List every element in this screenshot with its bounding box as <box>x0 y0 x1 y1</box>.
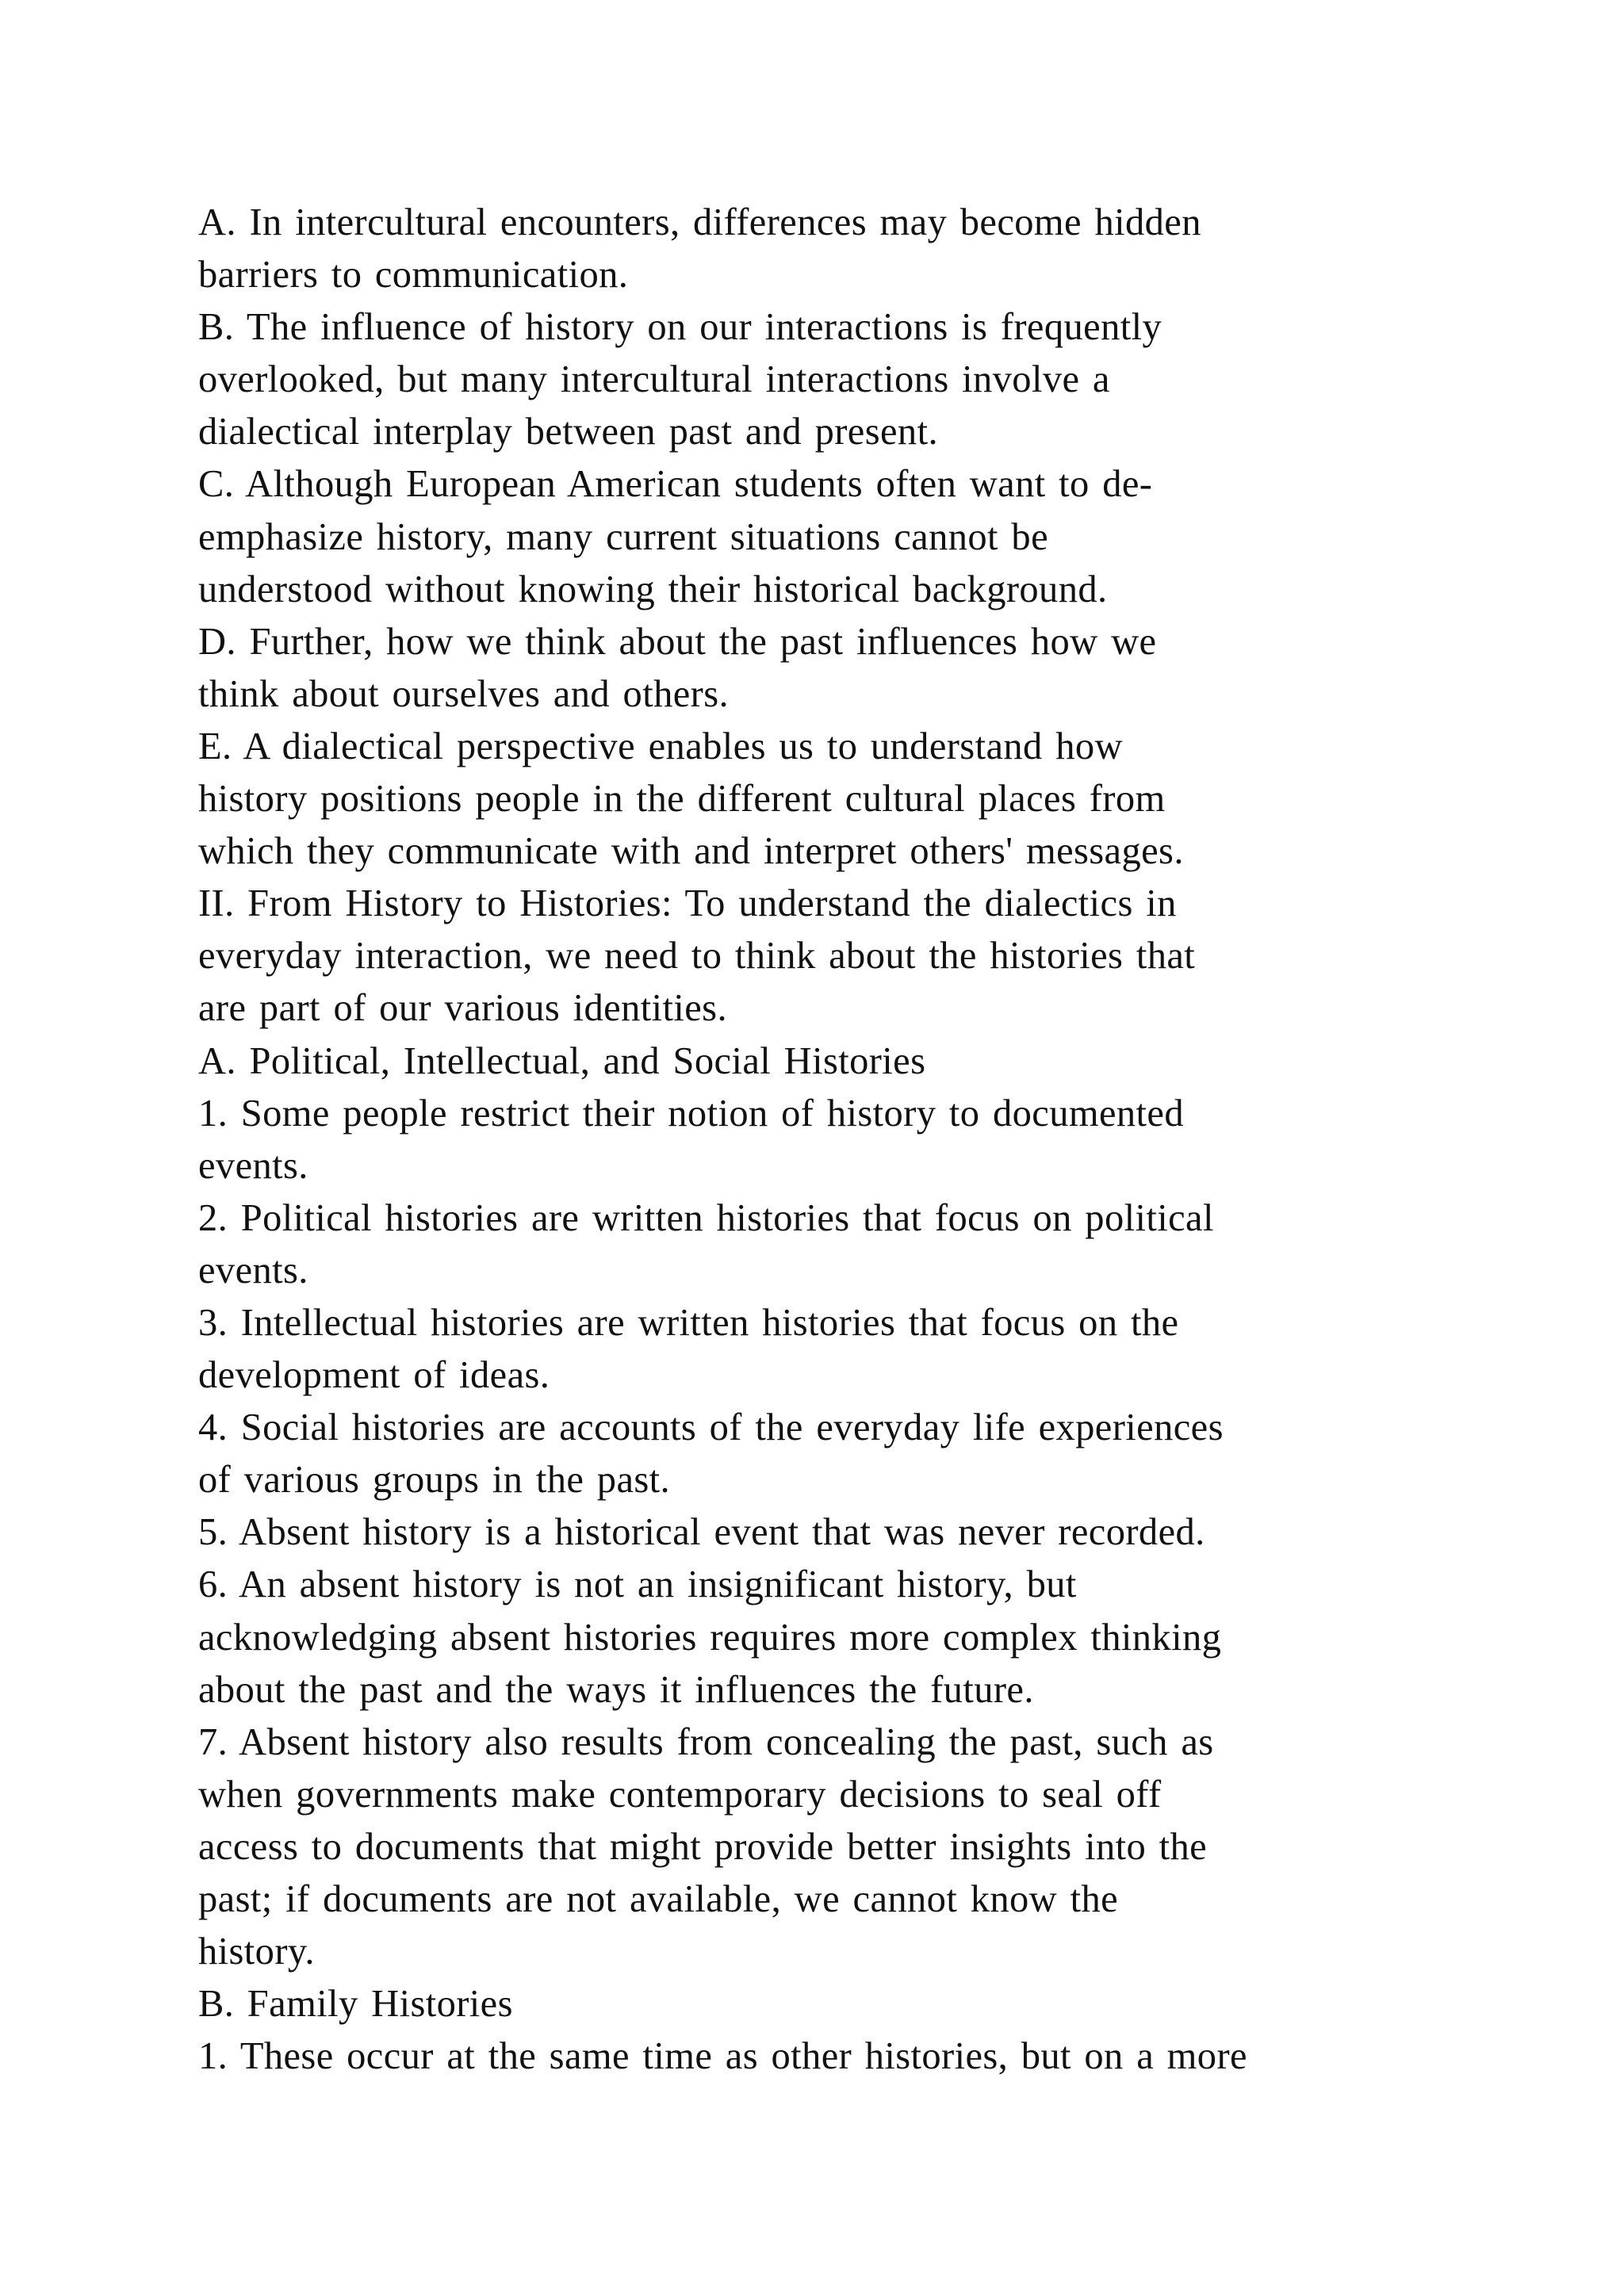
text-line: dialectical interplay between past and present. <box>198 411 938 453</box>
text-line: development of ideas. <box>198 1354 550 1397</box>
text-line: when governments make contemporary decisions to seal off <box>198 1773 1162 1816</box>
document-body <box>198 197 1546 2083</box>
text-line: B. The influence of history on our interactions is frequently <box>198 306 1162 349</box>
text-line: 3. Intellectual histories are written histories that focus on the <box>198 1301 1179 1344</box>
text-line: are part of our various identities. <box>198 987 727 1030</box>
text-line: 1. These occur at the same time as other histories, but on a more <box>198 2035 1247 2078</box>
text-line: 7. Absent history also results from concealing the past, such as <box>198 1720 1214 1763</box>
text-line: B. Family Histories <box>198 1983 513 2026</box>
text-line: past; if documents are not available, we cannot know the <box>198 1878 1119 1920</box>
text-line: history. <box>198 1931 315 1973</box>
text-line: events. <box>198 1144 308 1187</box>
text-line: 6. An absent history is not an insignificant history, but <box>198 1563 1077 1606</box>
text-line: events. <box>198 1249 308 1292</box>
text-line: emphasize history, many current situations cannot be <box>198 515 1048 558</box>
text-line: overlooked, but many intercultural interactions involve a <box>198 358 1110 401</box>
text-line: which they communicate with and interpret others' messages. <box>198 830 1184 873</box>
text-line: II. From History to Histories: To understand the dialectics in <box>198 882 1177 925</box>
text-line: 5. Absent history is a historical event that was never recorded. <box>198 1511 1205 1554</box>
text-line: of various groups in the past. <box>198 1459 671 1502</box>
text-line: about the past and the ways it influences the future. <box>198 1668 1034 1711</box>
text-line: 2. Political histories are written histories that focus on political <box>198 1196 1214 1239</box>
text-line: everyday interaction, we need to think about the histories that <box>198 935 1196 978</box>
text-line: think about ourselves and others. <box>198 672 730 715</box>
text-line: history positions people in the different cultural places from <box>198 778 1166 821</box>
text-line: acknowledging absent histories requires more complex thinking <box>198 1616 1222 1659</box>
text-line: access to documents that might provide better insights into the <box>198 1825 1208 1868</box>
text-line: 1. Some people restrict their notion of history to documented <box>198 1092 1185 1135</box>
text-line: 4. Social histories are accounts of the everyday life experiences <box>198 1406 1224 1449</box>
text-line: barriers to communication. <box>198 254 629 297</box>
text-line: E. A dialectical perspective enables us to understand how <box>198 725 1123 767</box>
text-line: A. Political, Intellectual, and Social Histories <box>198 1039 926 1082</box>
text-line: C. Although European American students often want to de- <box>198 463 1153 506</box>
text-line: D. Further, how we think about the past influences how we <box>198 620 1157 663</box>
text-line: A. In intercultural encounters, differences may become hidden <box>198 201 1201 243</box>
text-line: understood without knowing their historical background. <box>198 568 1108 610</box>
